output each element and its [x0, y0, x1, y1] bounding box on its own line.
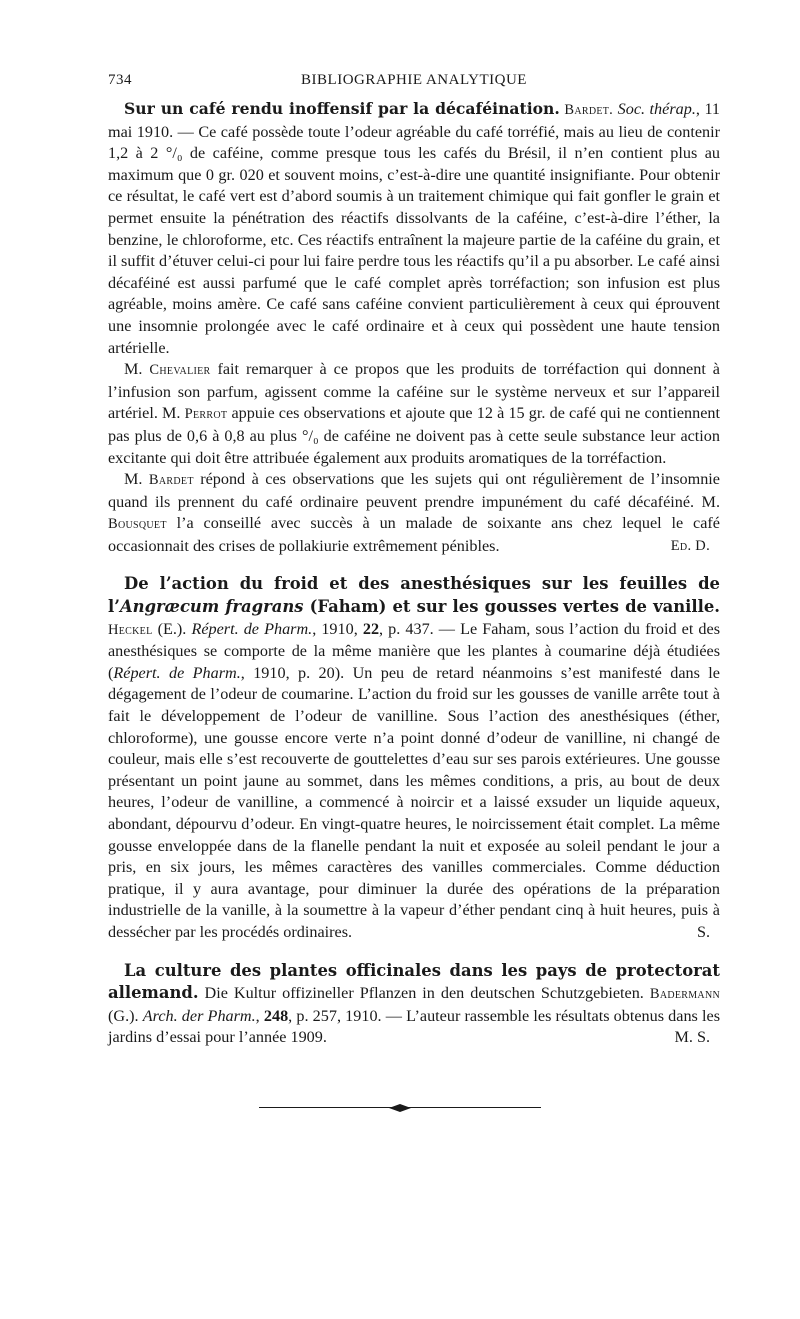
article1-signature: Ed. D. — [670, 537, 710, 554]
article1-p3-prefix: M. — [124, 470, 149, 489]
author-perrot: Perrot — [184, 406, 228, 423]
article-angraecum-vanille — [108, 573, 720, 943]
article2-source: Répert. de Pharm. — [191, 619, 313, 638]
article1-p3-text1: répond à ces observations que les sujets qui ont régulièrement de l’insomnie quand ils prennent du café ordinaire peuvent prendre impunément du café décaféiné. M. — [108, 470, 720, 511]
article3-volume: 248 — [263, 1006, 289, 1025]
diamond-ornament-icon — [389, 1103, 411, 1113]
text-column — [108, 98, 720, 1065]
article1-p2-text2: appuie ces observations et ajoute que 12 à 15 gr. de café qui ne contiennent pas plus de 0,6 à 0,8 au plus °/₀ de caféine ne doivent pas à cette seule substance leur action excitante qui doit être attribuée également aux produits aromatiques de la torréfaction. — [108, 404, 720, 467]
article2-volume: 22 — [362, 619, 380, 638]
article-decafeination — [108, 98, 720, 557]
article3-title: La culture des plantes officinales dans les pays de protectorat allemand. — [108, 960, 720, 1003]
article1-p3-text2: l’a conseillé avec succès à un malade de soixante ans chez lequel le café occasionnait des crises de pollakiurie extrêmement pénibles. — [108, 514, 720, 555]
article2-signature: S. — [696, 922, 710, 941]
article2-paragraph — [108, 573, 720, 943]
article2-author-initial: (E.). — [152, 619, 192, 638]
article2-ref-a: , 1910, — [312, 619, 363, 638]
article2-ref-b: , p. 437. — Le Faham, sous l’action du froid et des anesthésiques se comporte de la même manière que les plantes à coumarine déjà étudiées ( — [108, 619, 720, 682]
article1-title: Sur un café rendu inoffensif par la décaféination. — [124, 99, 560, 118]
article1-p2-text1: fait remarquer à ce propos que les produits de torréfaction qui donnent à l’infusion son parfum, agissent comme la caféine sur le système nerveux et sur l’appareil artériel. M. — [108, 360, 720, 423]
author-bousquet: Bousquet — [108, 516, 167, 533]
article2-title-a: De l’action du froid et des anesthésiques sur les feuilles de l’ — [108, 574, 720, 617]
article3-german-title: Die Kultur offizineller Pflanzen in den deutschen Schutzgebieten. — [198, 984, 650, 1003]
article3-author: Badermann — [649, 986, 720, 1003]
page-number: 734 — [108, 72, 132, 88]
article3-body: , p. 257, 1910. — L’auteur rassemble les résultats obtenus dans les jardins d’essai pour l’année 1909. — [108, 1006, 720, 1047]
article2-body: , 1910, p. 20). Un peu de retard néanmoins s’est manifesté dans le dégagement de l’odeur de coumarine. L’action du froid sur les gousses de vanille arrête tout à fait le développement de l’odeur de vanilline. Sous l’action des anesthésiques (éther, chloroforme), une gousse encore verte n’a point donné d’odeur de vanilline, ni changé de couleur, mais elle s’est recouverte de gouttelettes d’eau sur ses parois extérieures. Une gousse présentant un point jaune au sommet, dans les mêmes conditions, a pris, au bout de deux heures, l’odeur de vanilline, a commencé à noircir et a laissé exsuder un liquide aqueux, abondant, dépourvu d’odeur. En vingt-quatre heures, le noircissement était complet. La même gousse enveloppée dans de la flanelle pendant la nuit et exposée au soleil pendant le jour a pris, en six jours, les mêmes caractères des vanilles commerciales. Comme déduction pratique, il y aura avantage, pour diminuer la durée des opérations de la préparation industrielle de la vanille, à la soumettre à la vapeur d’éther pendant cinq à huit heures, puis à dessécher par les procédés ordinaires. — [108, 663, 720, 941]
article1-author: Bardet. — [564, 102, 614, 118]
article3-ref-a: , — [255, 1006, 264, 1025]
article-culture-plantes — [108, 960, 720, 1049]
end-ornament-rule — [259, 1103, 541, 1113]
article3-source: Arch. der Pharm. — [142, 1006, 256, 1025]
article2-title — [108, 574, 720, 616]
author-chevalier: Chevalier — [149, 362, 211, 379]
article1-paragraph-1 — [108, 98, 720, 359]
article1-body: , 11 mai 1910. — Ce café possède toute l’odeur agréable du café torréfié, mais au lieu de contenir 1,2 à 2 °/₀ de caféine, comme presque tous les cafés du Brésil, il n’en contient plus au maximum que 0 gr. 020 et souvent moins, c’est-à-dire une quantité insignifiante. Pour obtenir ce résultat, le café vert est d’abord soumis à un traitement chimique qui fait gonfler le grain et permet ensuite la pénétration des réactifs dissolvants de la caféine, c’est-à-dire l’éther, la benzine, le chloroforme, etc. Ces réactifs entraînent la majeure partie de la caféine du grain, et il suffit d’étuver celui-ci pour lui faire perdre tous les réactifs qu’il a pu absorber. Le café ainsi décaféiné est aussi parfumé que le café complet après torréfaction; son infusion est plus agréable, moins amère. Ce café sans caféine convient particulièrement à ceux qui éprouvent une insomnie prolongée avec le café ordinaire et à ceux qui possèdent une haute tension artérielle. — [108, 100, 721, 357]
article3-paragraph — [108, 960, 720, 1049]
author-bardet: Bardet — [148, 472, 194, 489]
article1-source: Soc. thérap. — [617, 100, 696, 118]
article2-author: Heckel — [108, 621, 153, 638]
running-title: BIBLIOGRAPHIE ANALYTIQUE — [301, 72, 527, 88]
running-header — [108, 72, 720, 94]
article1-p2-prefix: M. — [124, 360, 150, 379]
article3-signature: M. S. — [674, 1028, 710, 1047]
article1-paragraph-2 — [108, 359, 720, 469]
article1-paragraph-3 — [108, 469, 720, 557]
article3-author-initial: (G.). — [108, 1006, 143, 1025]
article2-source2: Répert. de Pharm. — [113, 663, 241, 682]
article2-title-b: (Faham) et sur les gousses vertes de vanille. — [303, 597, 720, 617]
article2-title-species: Angræcum fragrans — [119, 597, 304, 617]
